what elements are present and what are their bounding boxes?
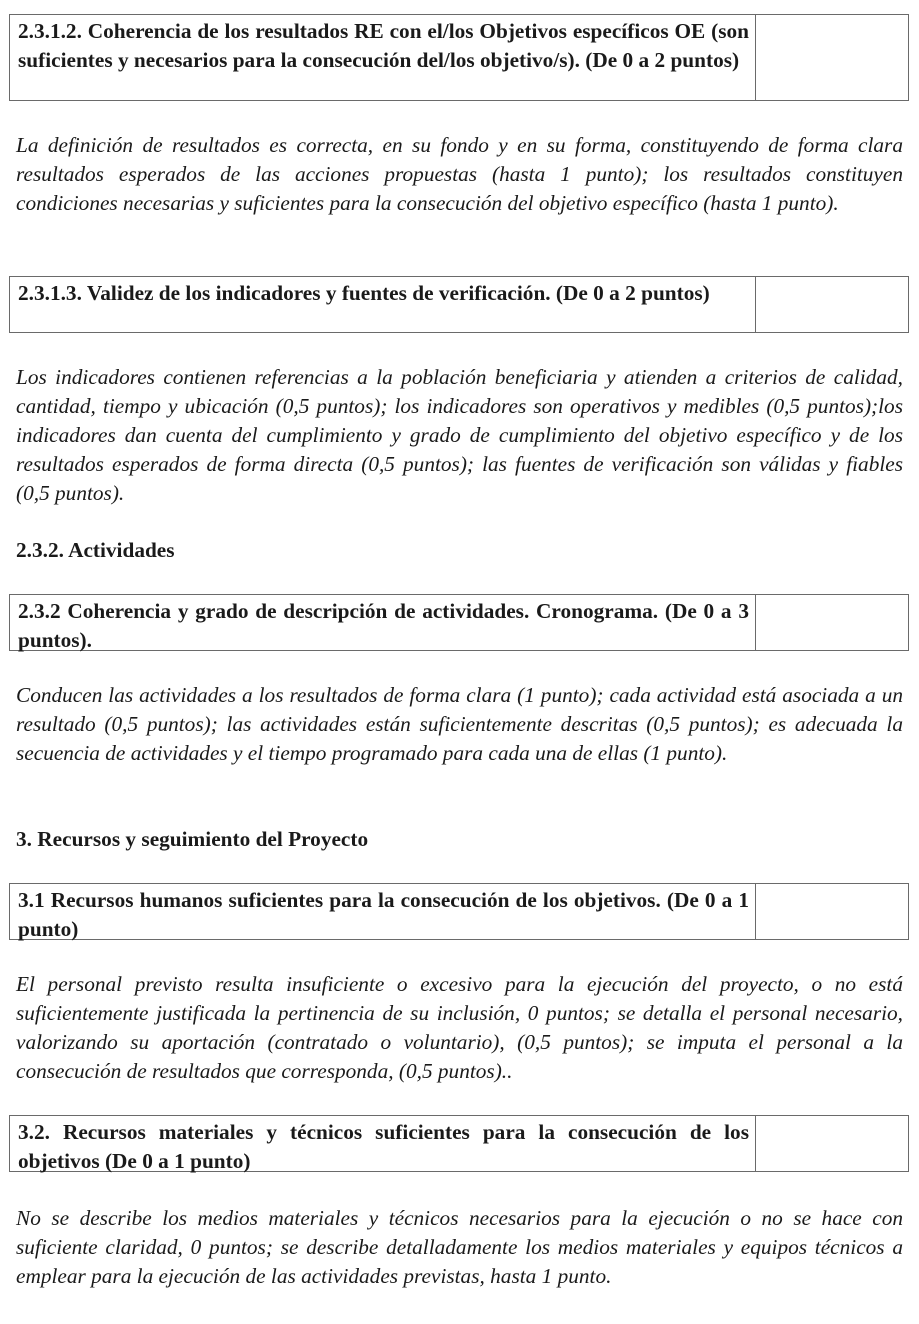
- criterion-description: Conducen las actividades a los resultados de forma clara (1 punto); cada actividad está asociada a un resultado (0,5 puntos); las actividades están suficientemente descritas (0,5 puntos); es adecuada la secuencia de actividades y el tiempo programado para cada una de ellas (1 punto).: [16, 683, 903, 765]
- criterion-label: 3.1 Recursos humanos suficientes para la consecución de los objetivos. (De 0 a 1 punto): [10, 884, 756, 939]
- score-cell[interactable]: [756, 1116, 908, 1171]
- criterion-description: Los indicadores contienen referencias a la población beneficiaria y atienden a criterios de calidad, cantidad, tiempo y ubicación (0,5 puntos); los indicadores son operativos y medibles (0,5 puntos);los indicadores dan cuenta del cumplimiento y grado de cumplimiento del objetivo específico y de los resultados esperados de forma directa (0,5 puntos); las fuentes de verificación son válidas y fiables (0,5 puntos).: [16, 365, 903, 505]
- score-cell[interactable]: [756, 277, 908, 332]
- criterion-description: El personal previsto resulta insuficiente o excesivo para la ejecución del proyecto, o no está suficientemente justificada la pertinencia de su inclusión, 0 puntos; se detalla el personal necesario, valorizando su aportación (contratado o voluntario), (0,5 puntos); se imputa el personal a la consecución de resultados que corresponda, (0,5 puntos)..: [16, 972, 903, 1083]
- criterion-description: La definición de resultados es correcta, en su fondo y en su forma, constituyendo de forma clara resultados esperados de las acciones propuestas (hasta 1 punto); los resultados constituyen condiciones necesarias y suficientes para la consecución del objetivo específico (hasta 1 punto).: [16, 133, 903, 215]
- criterion-3-1: [9, 883, 909, 940]
- criterion-2-3-2: [9, 594, 909, 651]
- criterion-label: 2.3.2 Coherencia y grado de descripción de actividades. Cronograma. (De 0 a 3 puntos).: [10, 595, 756, 650]
- score-cell[interactable]: [756, 15, 908, 100]
- score-cell[interactable]: [756, 884, 908, 939]
- criterion-2-3-1-3: [9, 276, 909, 333]
- criterion-2-3-1-2: [9, 14, 909, 101]
- criterion-3-2: [9, 1115, 909, 1172]
- criterion-description: No se describe los medios materiales y técnicos necesarios para la ejecución o no se hace con suficiente claridad, 0 puntos; se describe detalladamente los medios materiales y equipos técnicos a emplear para la ejecución de las actividades previstas, hasta 1 punto.: [16, 1206, 903, 1288]
- section-heading: 3. Recursos y seguimiento del Proyecto: [16, 827, 369, 851]
- criterion-label: 2.3.1.2. Coherencia de los resultados RE con el/los Objetivos específicos OE (son suficientes y necesarios para la consecución del/los objetivo/s). (De 0 a 2 puntos): [10, 15, 756, 100]
- criterion-label: 3.2. Recursos materiales y técnicos suficientes para la consecución de los objetivos (De 0 a 1 punto): [10, 1116, 756, 1171]
- criterion-label: 2.3.1.3. Validez de los indicadores y fuentes de verificación. (De 0 a 2 puntos): [10, 277, 756, 332]
- section-heading: 2.3.2. Actividades: [16, 538, 175, 562]
- score-cell[interactable]: [756, 595, 908, 650]
